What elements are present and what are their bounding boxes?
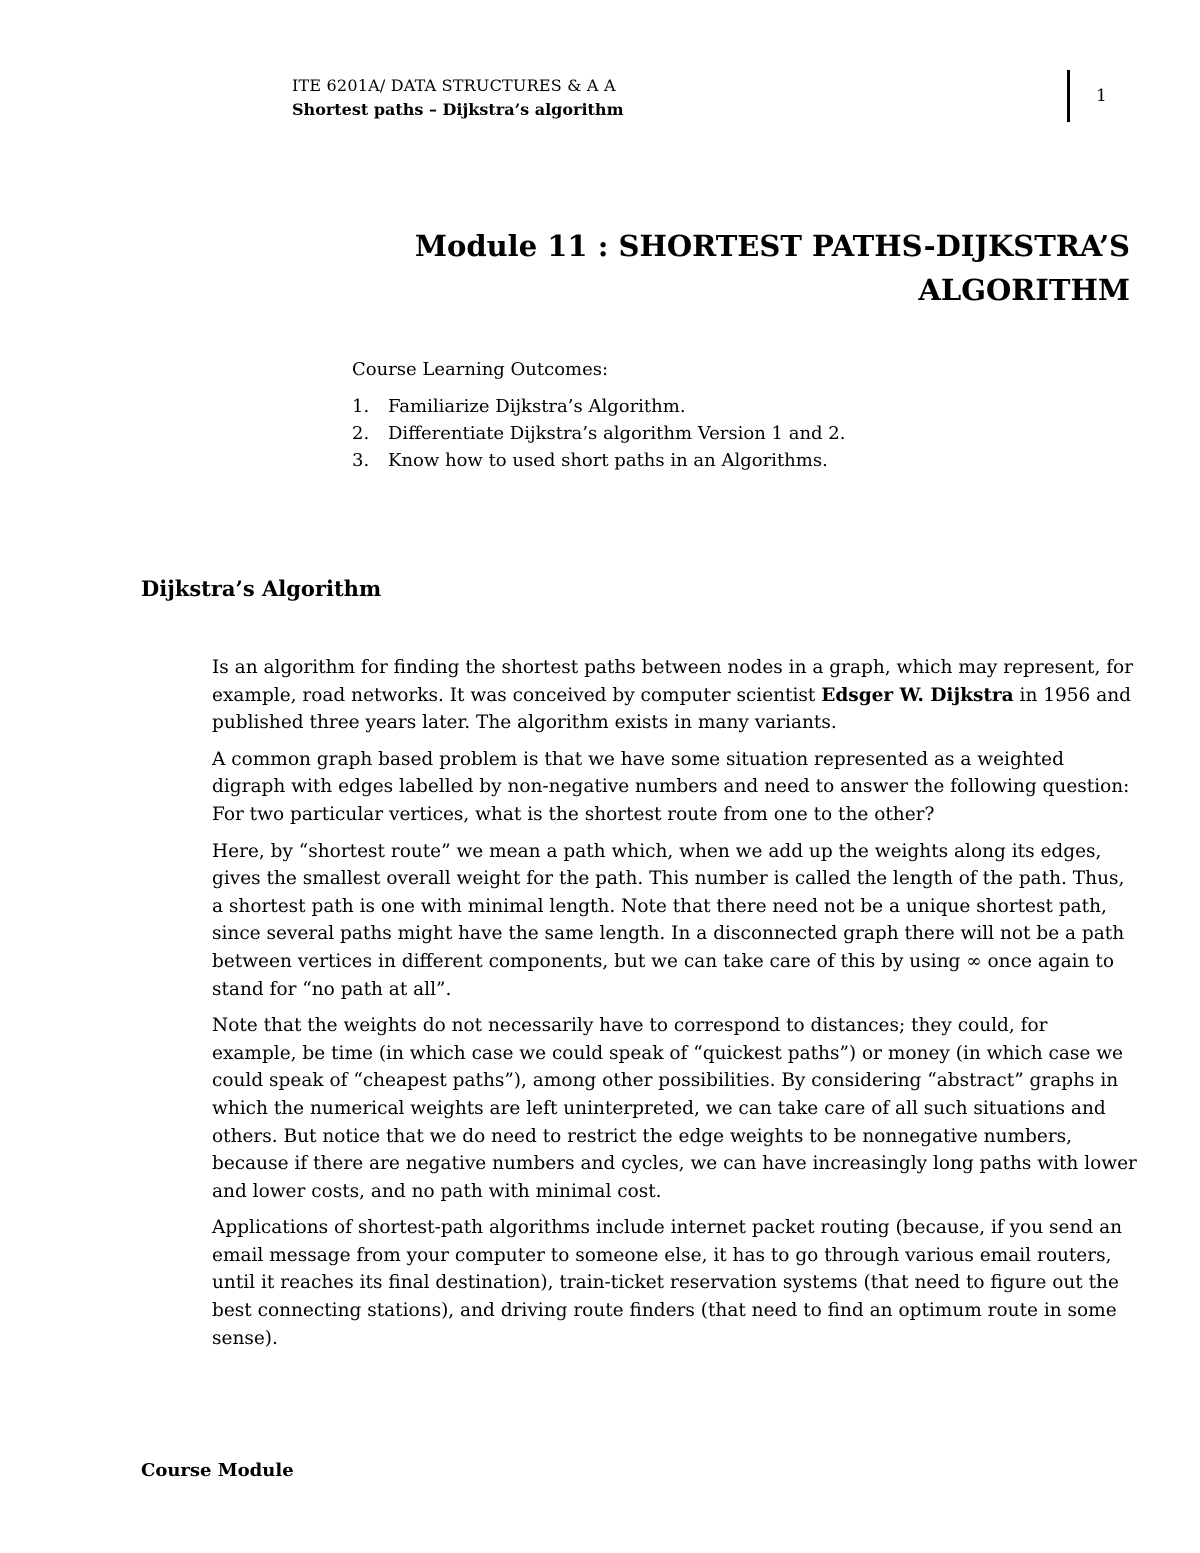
learning-outcomes bbox=[352, 356, 845, 474]
author-name: Edsger W. Dijkstra bbox=[821, 684, 1014, 706]
module-title-line2: ALGORITHM bbox=[918, 273, 1130, 307]
list-item bbox=[352, 420, 845, 447]
header-course-code: ITE 6201A/ DATA STRUCTURES & A A bbox=[292, 76, 616, 95]
module-title bbox=[380, 224, 1130, 312]
list-item-number: 2. bbox=[352, 423, 370, 444]
paragraph-shortest-route: Here, by “shortest route” we mean a path which, when we add up the weights along its edges, gives the smallest overall weight for the path. This number is called the length of the path. Thus, a shortest path is one with minimal length. Note that there need not be a unique shortest path, since several paths might have the same length. In a disconnected graph there will not be a path between vertices in different components, but we can take care of this by using ∞ once again to stand for “no path at all”. bbox=[212, 840, 1125, 1000]
outcomes-heading: Course Learning Outcomes: bbox=[352, 359, 609, 380]
paragraph-definition-part2: in 1956 and published three years later. The algorithm exists in many variants. bbox=[212, 684, 1131, 734]
list-item-text: Know how to used short paths in an Algorithms. bbox=[388, 450, 828, 471]
module-title-line1: Module 11 : SHORTEST PATHS-DIJKSTRA’S bbox=[414, 229, 1130, 263]
paragraph-problem: A common graph based problem is that we have some situation represented as a weighted digraph with edges labelled by non-negative numbers and need to answer the following question: For two particular vertices, what is the shortest route from one to the other? bbox=[212, 748, 1130, 825]
page-number: 1 bbox=[1096, 86, 1107, 106]
running-header bbox=[292, 74, 624, 122]
section-body bbox=[212, 654, 1137, 1361]
section-heading: Dijkstra’s Algorithm bbox=[141, 576, 382, 601]
paragraph-definition-part1: Is an algorithm for finding the shortest paths between nodes in a graph, which may represent, for example, road networks. It was conceived by computer scientist bbox=[212, 657, 1134, 706]
page-footer: Course Module bbox=[141, 1460, 294, 1481]
paragraph-weights: Note that the weights do not necessarily have to correspond to distances; they could, for example, be time (in which case we could speak of “quickest paths”) or money (in which case we could speak of “cheapest paths”), among other possibilities. By considering “abstract” graphs in which the numerical weights are left uninterpreted, we can take care of all such situations and others. But notice that we do need to restrict the edge weights to be nonnegative numbers, because if there are negative numbers and cycles, we can have increasingly long paths with lower and lower costs, and no path with minimal cost. bbox=[212, 1015, 1137, 1202]
paragraph-definition bbox=[212, 654, 1137, 737]
list-item-text: Familiarize Dijkstra’s Algorithm. bbox=[388, 396, 686, 417]
paragraph-applications: Applications of shortest-path algorithms include internet packet routing (because, if you send an email message from your computer to someone else, it has to go through various email routers, until it reaches its final destination), train-ticket reservation systems (that need to figure out the best connecting stations), and driving route finders (that need to find an optimum route in some sense). bbox=[212, 1217, 1123, 1349]
list-item-text: Differentiate Dijkstra’s algorithm Version 1 and 2. bbox=[388, 423, 846, 444]
list-item-number: 3. bbox=[352, 450, 370, 471]
outcomes-list bbox=[352, 393, 845, 474]
list-item-number: 1. bbox=[352, 396, 370, 417]
list-item bbox=[352, 447, 845, 474]
header-subtitle: Shortest paths – Dijkstra’s algorithm bbox=[292, 100, 624, 119]
header-divider bbox=[1067, 70, 1070, 122]
list-item bbox=[352, 393, 845, 420]
